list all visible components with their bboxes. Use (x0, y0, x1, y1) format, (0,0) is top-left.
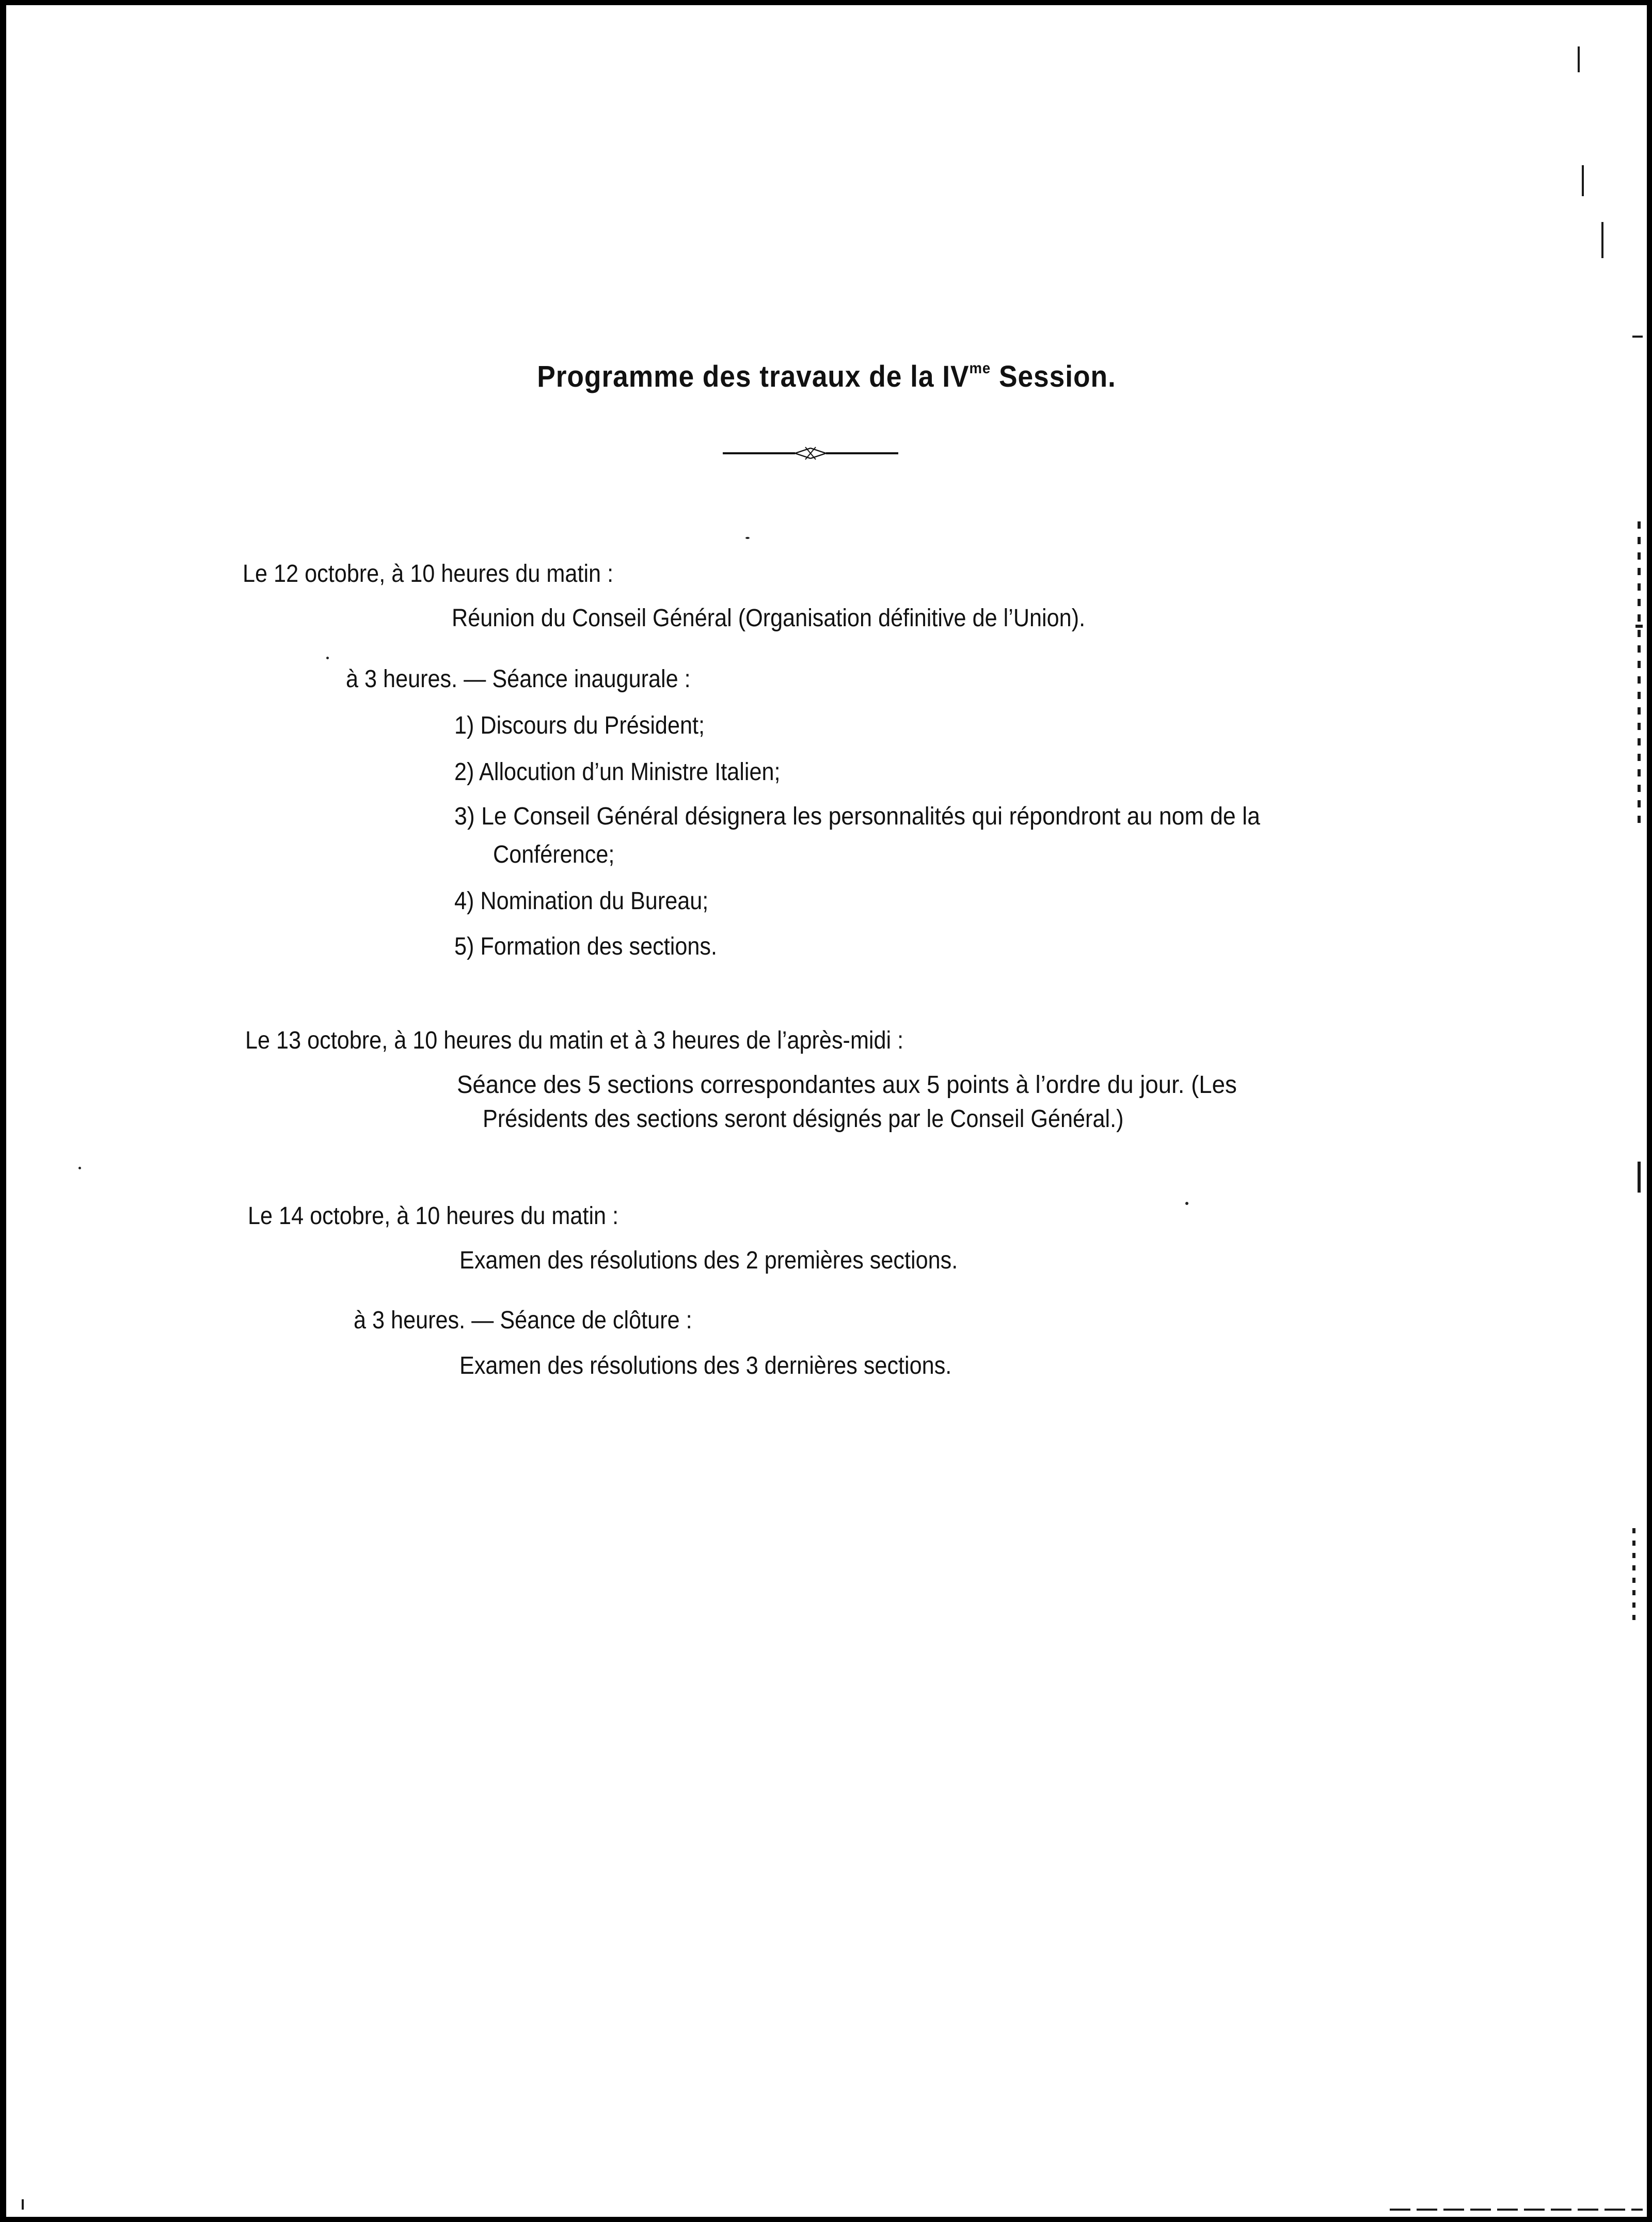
edge-mark (1582, 165, 1584, 196)
day12-item-3-cont: Conférence; (493, 841, 615, 868)
day12-item-2: 2) Allocution d’un Ministre Italien; (454, 758, 781, 786)
scan-speck (78, 1167, 81, 1169)
edge-mark (1578, 46, 1580, 72)
edge-mark (1601, 222, 1603, 258)
day14-morning-item: Examen des résolutions des 2 premières sections. (459, 1247, 958, 1274)
document-page (6, 5, 1647, 2217)
title-end: Session. (991, 360, 1116, 393)
page-title (72, 359, 1581, 394)
edge-mark (1390, 2209, 1643, 2211)
day12-afternoon-heading: à 3 heures. — Séance inaugurale : (346, 665, 691, 693)
edge-mark (1632, 336, 1643, 338)
scan-speck (326, 657, 329, 659)
day13-heading: Le 13 octobre, à 10 heures du matin et à 3 heures de l’après-midi : (245, 1027, 904, 1054)
day12-heading: Le 12 octobre, à 10 heures du matin : (243, 560, 614, 588)
title-main: Programme des travaux de la IV (537, 360, 970, 393)
scan-speck (745, 537, 750, 539)
edge-mark (1638, 1162, 1641, 1193)
edge-mark (1638, 521, 1641, 831)
day12-morning-item: Réunion du Conseil Général (Organisation définitive de l’Union). (452, 605, 1086, 632)
day14-afternoon-heading: à 3 heures. — Séance de clôture : (354, 1307, 692, 1334)
edge-mark (1635, 625, 1643, 628)
edge-mark (22, 2199, 24, 2210)
day14-afternoon-item: Examen des résolutions des 3 dernières sections. (459, 1352, 952, 1379)
ornament-divider (723, 443, 898, 464)
day12-item-1: 1) Discours du Président; (454, 712, 705, 739)
day14-heading: Le 14 octobre, à 10 heures du matin : (248, 1202, 619, 1230)
day12-item-5: 5) Formation des sections. (454, 933, 718, 960)
edge-mark (1632, 1528, 1635, 1621)
day13-line-2: Présidents des sections seront désignés par le Conseil Général.) (483, 1105, 1124, 1133)
day12-item-3: 3) Le Conseil Général désignera les personnalités qui répondront au nom de la (454, 803, 1260, 830)
scan-speck (1185, 1202, 1188, 1205)
day13-line-1: Séance des 5 sections correspondantes aux 5 points à l’ordre du jour. (Les (457, 1071, 1237, 1099)
title-superscript: me (969, 360, 991, 377)
day12-item-4: 4) Nomination du Bureau; (454, 887, 709, 915)
